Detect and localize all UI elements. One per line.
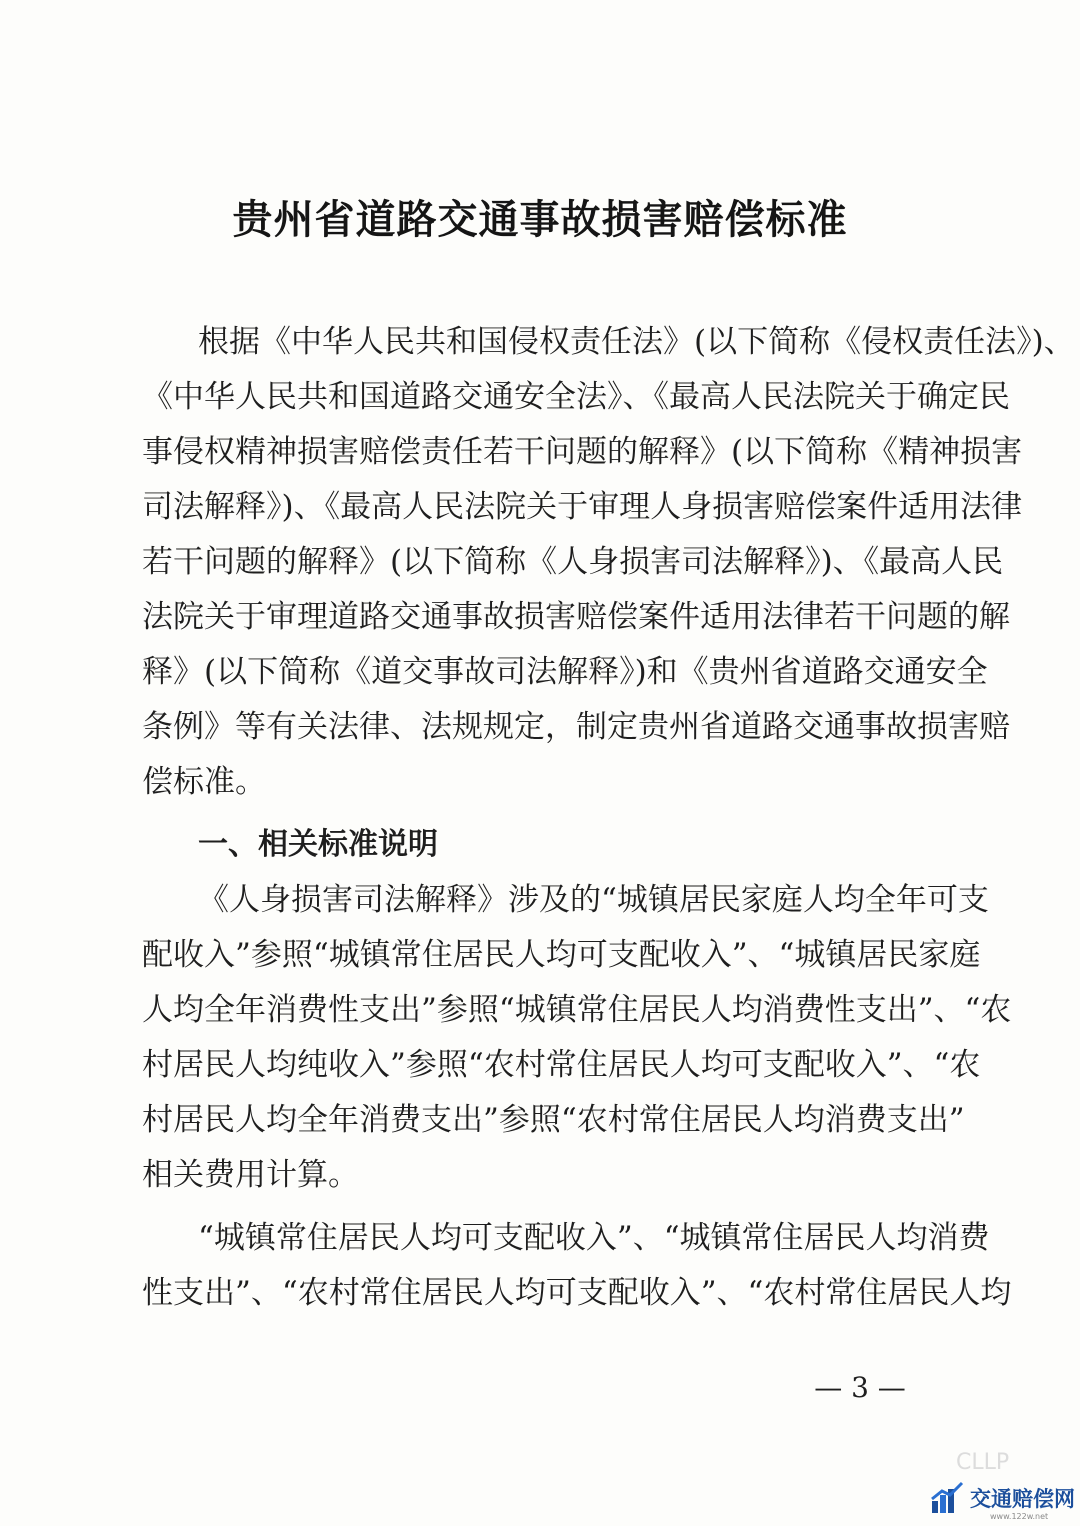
paragraph3-line: “城镇常住居民人均可支配收入”、“城镇常住居民人均消费 — [198, 1220, 990, 1256]
paragraph2-line: 配收入”参照“城镇常住居民人均可支配收入”、“城镇居民家庭 — [142, 937, 981, 973]
paragraph1-line: 事侵权精神损害赔偿责任若干问题的解释》(以下简称《精神损害 — [142, 434, 1023, 470]
paragraph1-line: 若干问题的解释》(以下简称《人身损害司法解释》)、《最高人民 — [142, 544, 1004, 580]
paragraph2-line: 人均全年消费性支出”参照“城镇常住居民人均消费性支出”、“农 — [142, 992, 1012, 1028]
bar-chart-logo-icon — [930, 1481, 964, 1515]
paragraph1-line: 释》(以下简称《道交事故司法解释》)和《贵州省道路交通安全 — [142, 654, 988, 690]
paragraph2-line: 村居民人均全年消费支出”参照“农村常住居民人均消费支出” — [142, 1102, 965, 1138]
page-number: — 3 — — [814, 1371, 906, 1404]
site-url: www.122w.net — [990, 1512, 1049, 1521]
paragraph1-line: 法院关于审理道路交通事故损害赔偿案件适用法律若干问题的解 — [142, 599, 1010, 635]
paragraph3-line: 性支出”、“农村常住居民人均可支配收入”、“农村常住居民人均 — [142, 1275, 1012, 1311]
document-title: 贵州省道路交通事故损害赔偿标准 — [232, 197, 848, 243]
paragraph1-line: 司法解释》)、《最高人民法院关于审理人身损害赔偿案件适用法律 — [142, 489, 1023, 525]
paragraph1-line: 偿标准。 — [142, 764, 266, 800]
faint-watermark-text: CLLP — [956, 1450, 1010, 1475]
paragraph1-line: 《中华人民共和国道路交通安全法》、《最高人民法院关于确定民 — [142, 379, 1010, 415]
paragraph1-line: 条例》等有关法律、法规规定，制定贵州省道路交通事故损害赔 — [142, 709, 1010, 745]
paragraph2-line: 《人身损害司法解释》涉及的“城镇居民家庭人均全年可支 — [198, 882, 989, 918]
section-heading: 一、相关标准说明 — [198, 827, 438, 862]
paragraph2-line: 相关费用计算。 — [142, 1157, 359, 1193]
site-name: 交通赔偿网 — [970, 1487, 1075, 1511]
paragraph2-line: 村居民人均纯收入”参照“农村常住居民人均可支配收入”、“农 — [142, 1047, 981, 1083]
paragraph1-line: 根据《中华人民共和国侵权责任法》(以下简称《侵权责任法》)、 — [198, 324, 1075, 360]
